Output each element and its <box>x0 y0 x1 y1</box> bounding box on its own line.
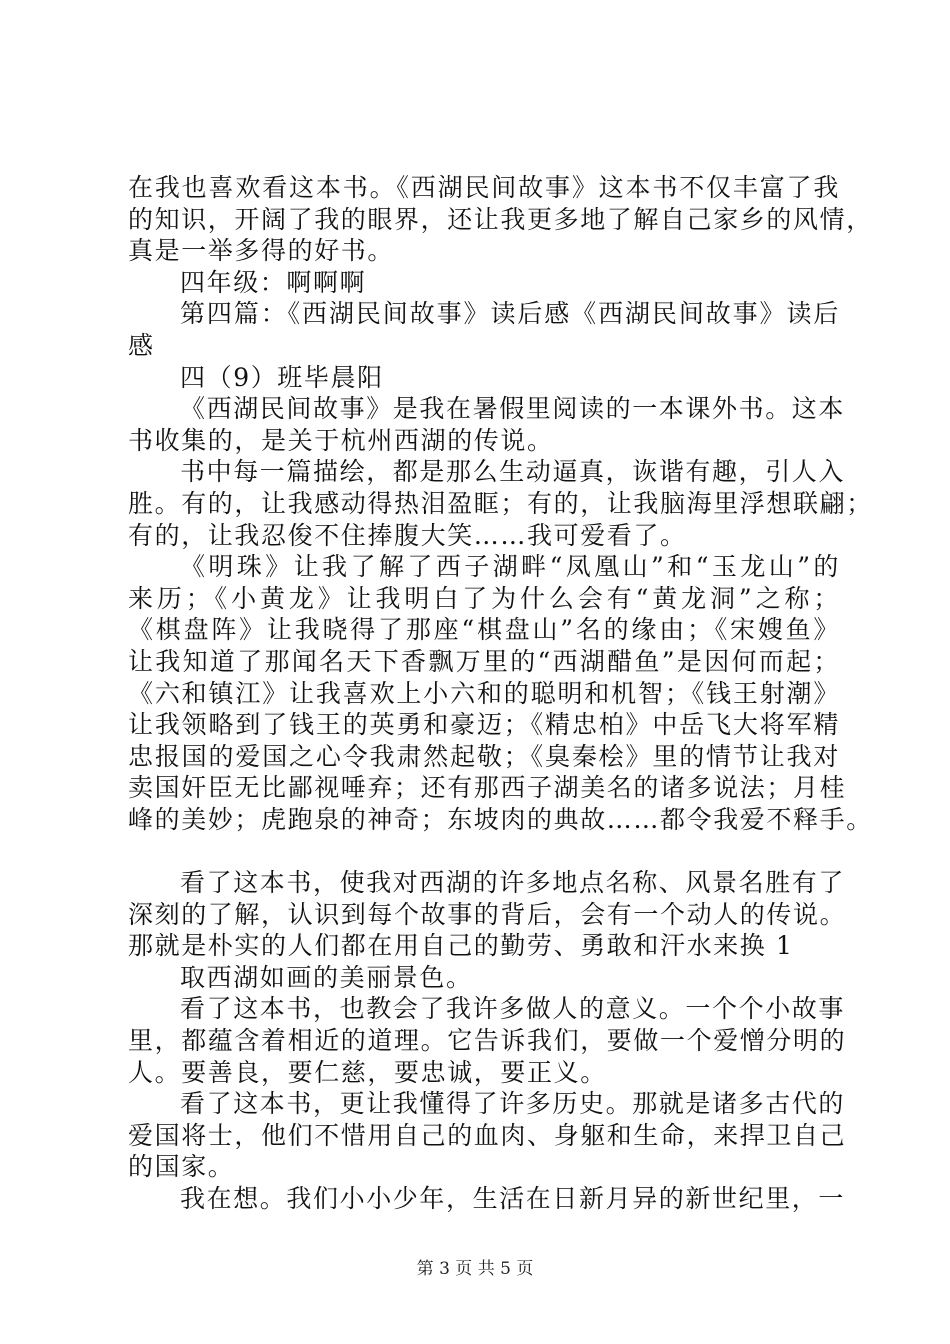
document-body <box>128 172 873 1215</box>
text-line: 书中每一篇描绘，都是那么生动逼真，诙谐有趣，引人入 <box>180 457 846 487</box>
text-line: 的知识，开阔了我的眼界，还让我更多地了解自己家乡的风情， <box>128 204 873 234</box>
blank-line <box>128 835 848 867</box>
text-line: 看了这本书，也教会了我许多做人的意义。一个个小故事 <box>180 994 846 1024</box>
text-line: 在我也喜欢看这本书。《西湖民间故事》这本书不仅丰富了我 <box>128 173 840 202</box>
text-line: 人。要善良，要仁慈，要忠诚，要正义。 <box>128 1057 607 1087</box>
text-line: 有的，让我忍俊不住捧腹大笑……我可爱看了。 <box>128 520 687 550</box>
text-line: 第四篇：《西湖民间故事》读后感《西湖民间故事》读后 <box>180 299 840 329</box>
page-footer: 第 3 页 共 5 页 <box>416 1259 534 1279</box>
text-line: 《明珠》让我了解了西子湖畔“凤凰山”和“玉龙山”的 <box>180 552 840 582</box>
text-line: 来历；《小黄龙》让我明白了为什么会有“黄龙洞”之称； <box>128 583 840 613</box>
text-line: 那就是朴实的人们都在用自己的勤劳、勇敢和汗水来换 1 <box>128 931 794 961</box>
text-line: 卖国奸臣无比鄙视唾弃；还有那西子湖美名的诸多说法；月桂 <box>128 773 847 803</box>
text-line: 里，都蕴含着相近的道理。它告诉我们，要做一个爱憎分明的 <box>128 1026 847 1056</box>
text-line: 忠报国的爱国之心令我肃然起敬；《臭秦桧》里的情节让我对 <box>128 741 840 771</box>
text-line: 看了这本书，更让我懂得了许多历史。那就是诸多古代的 <box>180 1089 846 1119</box>
text-line: 胜。有的，让我感动得热泪盈眶；有的，让我脑海里浮想联翩； <box>128 488 873 518</box>
text-line: 让我知道了那闻名天下香飘万里的“西湖醋鱼”是因何而起； <box>128 646 840 676</box>
text-line: 我在想。我们小小少年，生活在日新月异的新世纪里，一 <box>180 1184 846 1213</box>
text-line: 四（9）班毕晨阳 <box>180 362 384 392</box>
text-line: 峰的美妙；虎跑泉的神奇；东坡肉的典故……都令我爱不释手。 <box>128 804 873 834</box>
text-line: 《西湖民间故事》是我在暑假里阅读的一本课外书。这本 <box>180 394 846 424</box>
text-line: 感 <box>128 330 155 360</box>
text-line: 真是一举多得的好书。 <box>128 236 395 266</box>
text-line: 看了这本书，使我对西湖的许多地点名称、风景名胜有了 <box>180 868 846 898</box>
text-line: 《棋盘阵》让我晓得了那座“棋盘山”名的缘由；《宋嫂鱼》 <box>128 615 840 645</box>
text-line: 深刻的了解，认识到每个故事的背后，会有一个动人的传说。 <box>128 899 847 929</box>
text-line: 让我领略到了钱王的英勇和豪迈；《精忠柏》中岳飞大将军精 <box>128 710 840 740</box>
text-line: 四年级：啊啊啊 <box>180 267 367 297</box>
text-line: 爱国将士，他们不惜用自己的血肉、身躯和生命，来捍卫自己 <box>128 1120 847 1150</box>
text-line: 书收集的，是关于杭州西湖的传说。 <box>128 425 554 455</box>
text-line: 取西湖如画的美丽景色。 <box>180 962 473 992</box>
text-line: 的国家。 <box>128 1152 235 1182</box>
text-line: 《六和镇江》让我喜欢上小六和的聪明和机智；《钱王射潮》 <box>128 678 840 708</box>
